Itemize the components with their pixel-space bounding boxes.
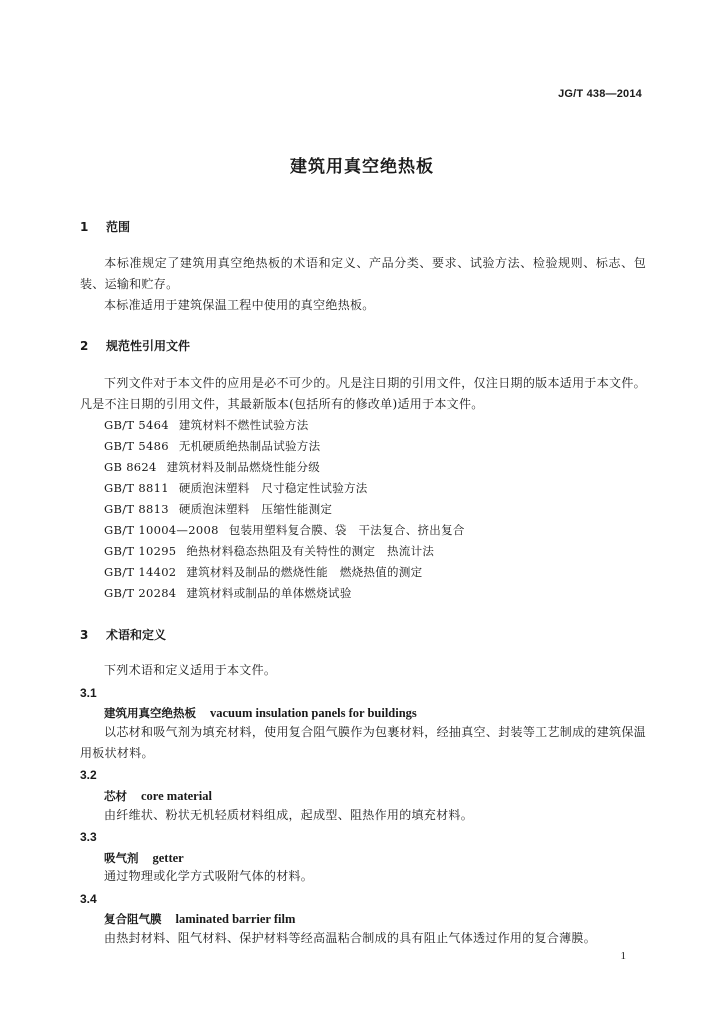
reference-item: GB/T 20284 建筑材料或制品的单体燃烧试验 [104, 586, 352, 600]
term-number: 3.3 [80, 830, 97, 844]
section-title: 规范性引用文件 [106, 339, 191, 353]
normative-references-list [104, 415, 465, 604]
term-name: 芯材 core material [104, 789, 212, 803]
section-number: 1 [80, 220, 89, 234]
term-name: 复合阻气膜 laminated barrier film [104, 912, 296, 926]
term-name: 建筑用真空绝热板 vacuum insulation panels for buildings [104, 706, 417, 720]
reference-item: GB/T 14402 建筑材料及制品的燃烧性能 燃烧热值的测定 [104, 565, 423, 579]
reference-item: GB 8624 建筑材料及制品燃烧性能分级 [104, 460, 321, 474]
term-name: 吸气剂 getter [104, 851, 184, 865]
section-2-heading [80, 337, 190, 354]
scope-paragraph-2: 本标准适用于建筑保温工程中使用的真空绝热板。 [104, 298, 375, 312]
section-title: 范围 [106, 220, 131, 234]
reference-item: GB/T 10295 绝热材料稳态热阻及有关特性的测定 热流计法 [104, 544, 435, 558]
term-number: 3.1 [80, 686, 97, 700]
term-definition: 由热封材料、阻气材料、保护材料等经高温粘合制成的具有阻止气体透过作用的复合薄膜。 [104, 931, 597, 945]
reference-item: GB/T 10004—2008 包装用塑料复合膜、袋 干法复合、挤出复合 [104, 523, 465, 537]
section-3-heading [80, 626, 166, 643]
term-definition: 以芯材和吸气剂为填充材料，使用复合阻气膜作为包裹材料，经抽真空、封装等工艺制成的建筑保温用板状材料。 [80, 725, 646, 760]
section-title: 术语和定义 [106, 628, 167, 642]
section-number: 3 [80, 628, 89, 642]
page-number: 1 [620, 950, 626, 962]
scope-paragraph-1: 本标准规定了建筑用真空绝热板的术语和定义、产品分类、要求、试验方法、检验规则、标志、包装、运输和贮存。 [80, 256, 646, 291]
page-title: 建筑用真空绝热板 [290, 157, 434, 177]
references-intro: 下列文件对于本文件的应用是必不可少的。凡是注日期的引用文件，仅注日期的版本适用于本文件。凡是不注日期的引用文件，其最新版本(包括所有的修改单)适用于本文件。 [80, 376, 646, 411]
section-number: 2 [80, 339, 89, 353]
term-definition: 通过物理或化学方式吸附气体的材料。 [104, 869, 314, 883]
reference-item: GB/T 8813 硬质泡沫塑料 压缩性能测定 [104, 502, 333, 516]
standard-code: JG/T 438—2014 [558, 88, 642, 100]
reference-item: GB/T 5464 建筑材料不燃性试验方法 [104, 418, 309, 432]
term-number: 3.2 [80, 768, 97, 782]
reference-item: GB/T 8811 硬质泡沫塑料 尺寸稳定性试验方法 [104, 481, 368, 495]
term-number: 3.4 [80, 892, 97, 906]
reference-item: GB/T 5486 无机硬质绝热制品试验方法 [104, 439, 321, 453]
section-1-heading [80, 218, 130, 235]
terms-intro: 下列术语和定义适用于本文件。 [104, 663, 277, 677]
term-definition: 由纤维状、粉状无机轻质材料组成，起成型、阻热作用的填充材料。 [104, 808, 474, 822]
